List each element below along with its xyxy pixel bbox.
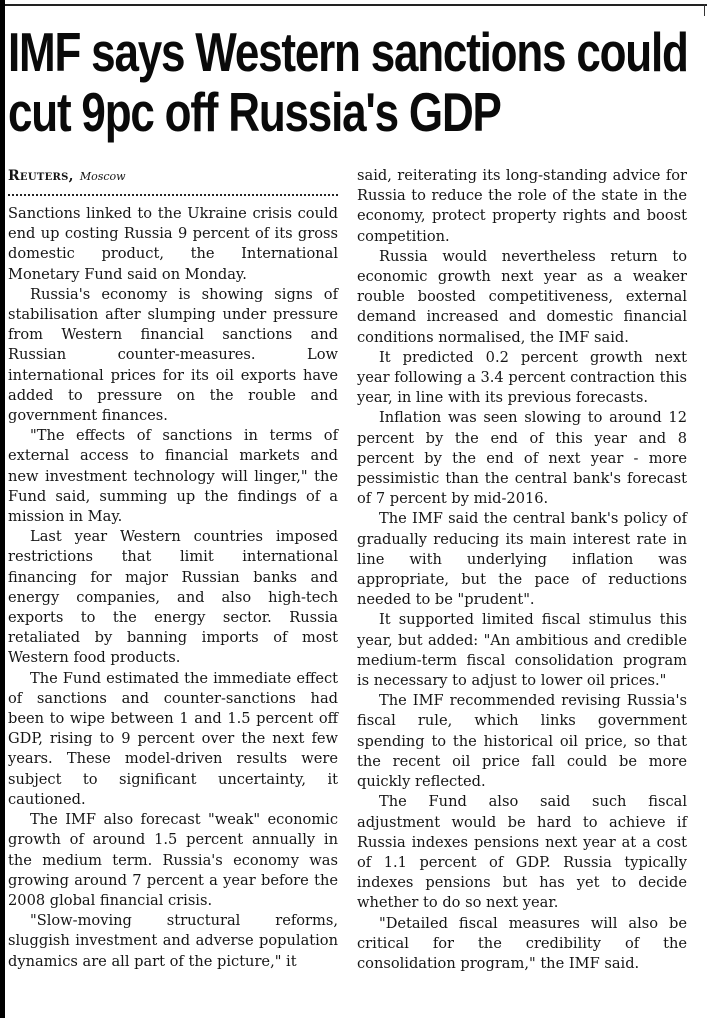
- headline-line-2: cut 9pc off Russia's GDP: [8, 81, 501, 143]
- top-rule: [5, 4, 707, 6]
- paragraph: Russia would nevertheless return to economic growth next year as a weaker rouble boosted competitiveness, external demand increased and domestic financial conditions normalised, the IMF said.: [357, 247, 687, 346]
- paragraph: The IMF recommended revising Russia's fiscal rule, which links government spending to the historical oil price, so that the recent oil price fall could be more quickly reflected.: [357, 692, 687, 791]
- paragraph: "Slow-moving structural reforms, sluggish investment and adverse population dynamics are all part of the picture," it: [8, 912, 338, 970]
- byline-agency: Reuters,: [8, 168, 74, 184]
- page-edge-bar: [0, 0, 5, 1018]
- dotted-divider: [8, 194, 338, 196]
- headline: [8, 21, 688, 143]
- paragraph: said, reiterating its long-standing advice for Russia to reduce the role of the state in the economy, protect property rights and boost competition.: [357, 167, 687, 245]
- paragraph: The IMF said the central bank's policy of gradually reducing its main interest rate in line with underlying inflation was appropriate, but the pace of reductions needed to be "prudent".: [357, 510, 687, 609]
- paragraph: "Detailed fiscal measures will also be critical for the credibility of the consolidation program," the IMF said.: [357, 914, 687, 972]
- paragraph: The IMF also forecast "weak" economic growth of around 1.5 percent annually in the medium term. Russia's economy was growing around 7 percent a year before the 2008 global financial crisis.: [8, 811, 338, 909]
- paragraph: Last year Western countries imposed restrictions that limit international financing for major Russian banks and energy companies, and also high-tech exports to the energy sector. Russia retaliated by banning imports of most Western food products.: [8, 528, 338, 667]
- paragraph: It predicted 0.2 percent growth next year following a 3.4 percent contraction this year, in line with its previous forecasts.: [357, 348, 687, 407]
- paragraph: Inflation was seen slowing to around 12 percent by the end of this year and 8 percent by the end of next year - more pessimistic than the central bank's forecast of 7 percent by mid-2016.: [357, 409, 687, 508]
- paragraph: It supported limited fiscal stimulus this year, but added: "An ambitious and credible medium-term fiscal consolidation program is necessary to adjust to lower oil prices.": [357, 611, 687, 690]
- right-rule-tick: [704, 4, 705, 16]
- paragraph: Russia's economy is showing signs of stabilisation after slumping under pressure from Western financial sanctions and Russian counter-measures. Low international prices for its oil exports have added to pressure on the rouble and government finances.: [8, 285, 338, 425]
- byline: [8, 166, 338, 186]
- paragraph: The Fund also said such fiscal adjustment would be hard to achieve if Russia indexes pensions next year at a cost of 1.1 percent of GDP. Russia typically indexes pensions but has yet to decide whether to do so next year.: [357, 793, 687, 912]
- paragraph: Sanctions linked to the Ukraine crisis could end up costing Russia 9 percent of its gross domestic product, the International Monetary Fund said on Monday.: [8, 205, 338, 283]
- paragraph: "The effects of sanctions in terms of external access to financial markets and new investment technology will linger," the Fund said, summing up the findings of a mission in May.: [8, 427, 338, 526]
- byline-location: Moscow: [79, 170, 126, 183]
- right-column: [357, 166, 687, 974]
- left-column: [8, 166, 338, 972]
- headline-line-1: IMF says Western sanctions could: [8, 21, 688, 83]
- paragraph: The Fund estimated the immediate effect of sanctions and counter-sanctions had been to wipe between 1 and 1.5 percent off GDP, rising to 9 percent over the next few years. These model-driven results were subject to significant uncertainty, it cautioned.: [8, 669, 338, 808]
